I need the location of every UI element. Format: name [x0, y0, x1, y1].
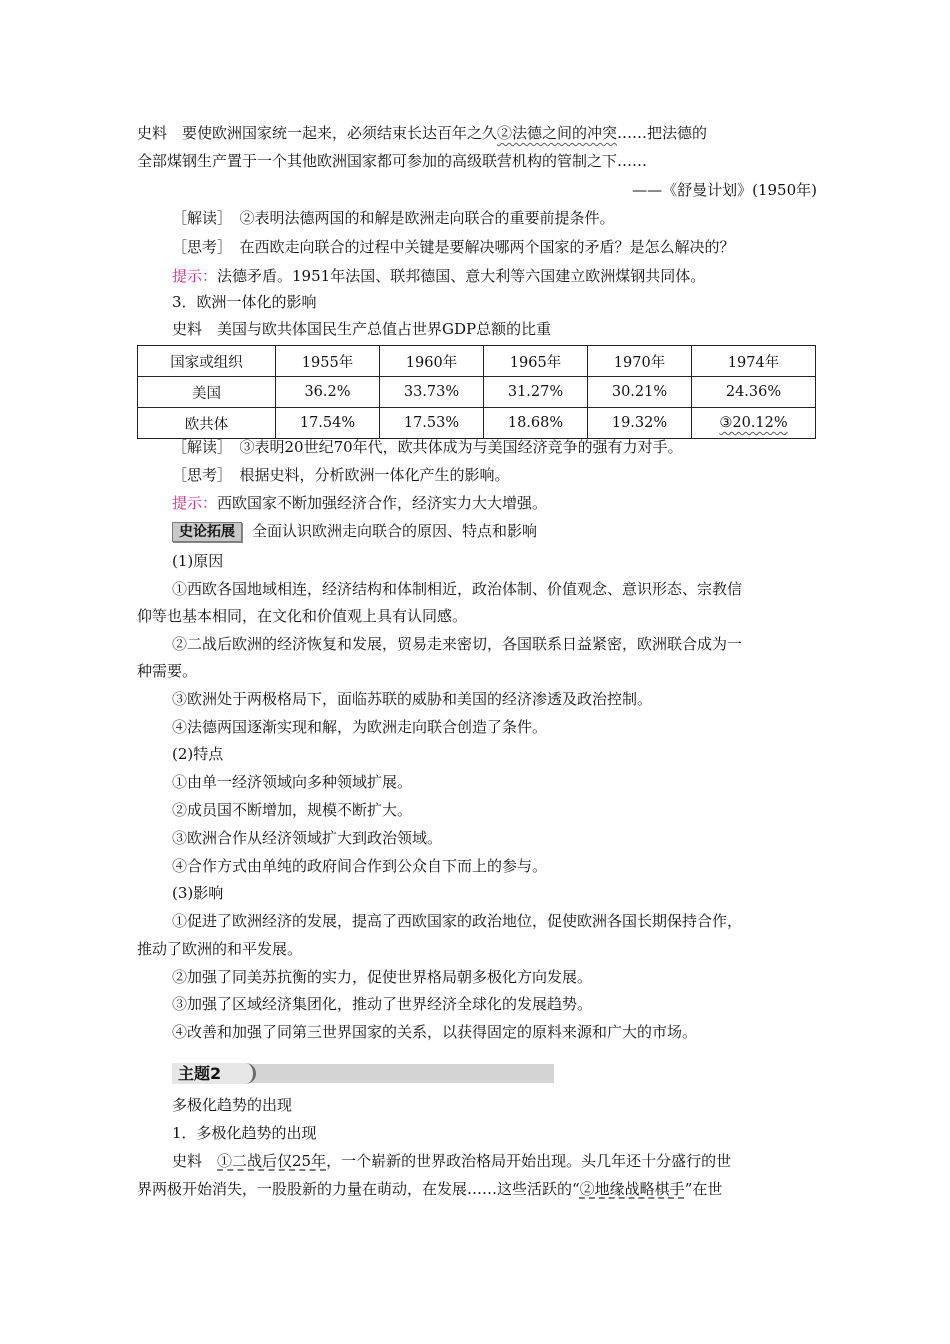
extension-heading — [172, 521, 817, 542]
topic2-marked-phrase-1: ①二战后仅25年 — [217, 1152, 327, 1170]
topic2-title: 多极化趋势的出现 — [172, 1096, 293, 1114]
table-cell: 18.68% — [484, 408, 588, 439]
effect-2: ②加强了同美苏抗衡的实力，促使世界格局朝多极化方向发展。 — [172, 968, 593, 986]
table-header-cell: 1974年 — [692, 346, 816, 377]
hint1 — [172, 266, 817, 286]
table-cell: 美国 — [138, 377, 276, 408]
effect-4: ④改善和加强了同第三世界国家的关系，以获得固定的原料来源和广大的市场。 — [172, 1023, 698, 1041]
feature-4: ④合作方式由单纯的政府间合作到公众自下而上的参与。 — [172, 857, 548, 875]
table-header-cell: 1960年 — [380, 346, 484, 377]
source1-marked-phrase: ②法德之间的冲突 — [497, 124, 618, 142]
table-cell: 36.2% — [276, 377, 380, 408]
topic2-section1-title: 1．多极化趋势的出现 — [172, 1124, 317, 1142]
table-cell: 17.53% — [380, 408, 484, 439]
effect-1: ①促进了欧洲经济的发展，提高了西欧国家的政治地位，促使欧洲各国长期保持合作， — [172, 912, 743, 930]
feature-1: ①由单一经济领域向多种领域扩展。 — [172, 773, 413, 791]
table-cell: 17.54% — [276, 408, 380, 439]
table-cell-marked — [692, 408, 816, 439]
source2-caption: 史料 美国与欧共体国民生产总值占世界GDP总额的比重 — [172, 320, 552, 338]
topic2-source-line2 — [137, 1179, 817, 1199]
source1-line1 — [137, 123, 817, 143]
table-cell: 24.36% — [692, 377, 816, 408]
hint1-text: 法德矛盾。1951年法国、联邦德国、意大利等六国建立欧洲煤钢共同体。 — [217, 267, 706, 285]
hint2-label: 提示： — [172, 494, 218, 512]
source1-line2: 全部煤钢生产置于一个其他欧洲国家都可参加的高级联营机构的管制之下…… — [137, 152, 648, 170]
features-heading: (2)特点 — [172, 745, 224, 763]
topic2-source-text: ，一个崭新的世界政治格局开始出现。头几年还十分盛行的世 — [326, 1152, 732, 1170]
table-header-cell: 1965年 — [484, 346, 588, 377]
topic2-source-text-2: 界两极开始消失，一股股新的力量在萌动，在发展……这些活跃的“ — [137, 1180, 580, 1198]
think2: ［思考］ 根据史料，分析欧洲一体化产生的影响。 — [172, 466, 510, 484]
reading2: ［解读］ ③表明20世纪70年代，欧共体成为与美国经济竞争的强有力对手。 — [172, 438, 683, 456]
topic2-label: 主题2 — [172, 1063, 256, 1084]
table-header-row — [138, 346, 816, 377]
hint1-label: 提示： — [172, 267, 218, 285]
source1-citation: ——《舒曼计划》(1950年) — [632, 181, 817, 199]
topic2-source-prefix: 史料 — [172, 1152, 218, 1170]
think1: ［思考］ 在西欧走向联合的过程中关键是要解决哪两个国家的矛盾？是怎么解决的？ — [172, 238, 735, 256]
causes-heading: (1)原因 — [172, 552, 224, 570]
topic2-source-text-3: ”在世 — [684, 1180, 723, 1198]
gdp-share-table — [137, 345, 816, 439]
table-row — [138, 408, 816, 439]
topic2-marked-phrase-2: ②地缘战略棋手 — [579, 1180, 685, 1198]
source1-text-end: ……把法德的 — [617, 124, 708, 142]
cause-4: ④法德两国逐渐实现和解，为欧洲走向联合创造了条件。 — [172, 718, 548, 736]
effect-3: ③加强了区域经济集团化，推动了世界经济全球化的发展趋势。 — [172, 995, 593, 1013]
effects-heading: (3)影响 — [172, 884, 224, 902]
section3-title: 3．欧洲一体化的影响 — [172, 293, 317, 311]
cause-2-cont: 种需要。 — [137, 662, 198, 680]
table-header-cell: 1955年 — [276, 346, 380, 377]
marked-value: ③20.12% — [719, 415, 788, 431]
cause-3: ③欧洲处于两极格局下，面临苏联的威胁和美国的经济渗透及政治控制。 — [172, 690, 653, 708]
extension-title: 全面认识欧洲走向联合的原因、特点和影响 — [252, 522, 538, 540]
source1-text: 史料 要使欧洲国家统一起来，必须结束长达百年之久 — [137, 124, 498, 142]
reading1: ［解读］ ②表明法德两国的和解是欧洲走向联合的重要前提条件。 — [172, 209, 615, 227]
topic2-source-line1 — [172, 1151, 817, 1171]
hint2 — [172, 493, 817, 513]
feature-3: ③欧洲合作从经济领域扩大到政治领域。 — [172, 829, 443, 847]
table-header-cell: 国家或组织 — [138, 346, 276, 377]
effect-1-cont: 推动了欧洲的和平发展。 — [137, 940, 303, 958]
table-row — [138, 377, 816, 408]
extension-tag: 史论拓展 — [172, 522, 242, 542]
topic2-banner — [172, 1063, 554, 1084]
cause-2: ②二战后欧洲的经济恢复和发展，贸易走来密切，各国联系日益紧密，欧洲联合成为一 — [172, 635, 743, 653]
table-cell: 30.21% — [588, 377, 692, 408]
cause-1: ①西欧各国地域相连，经济结构和体制相近，政治体制、价值观念、意识形态、宗教信 — [172, 580, 743, 598]
table-cell: 19.32% — [588, 408, 692, 439]
table-cell: 欧共体 — [138, 408, 276, 439]
cause-1-cont: 仰等也基本相同，在文化和价值观上具有认同感。 — [137, 607, 468, 625]
hint2-text: 西欧国家不断加强经济合作，经济实力大大增强。 — [217, 494, 548, 512]
table-cell: 31.27% — [484, 377, 588, 408]
table-cell: 33.73% — [380, 377, 484, 408]
table-header-cell: 1970年 — [588, 346, 692, 377]
feature-2: ②成员国不断增加，规模不断扩大。 — [172, 801, 413, 819]
